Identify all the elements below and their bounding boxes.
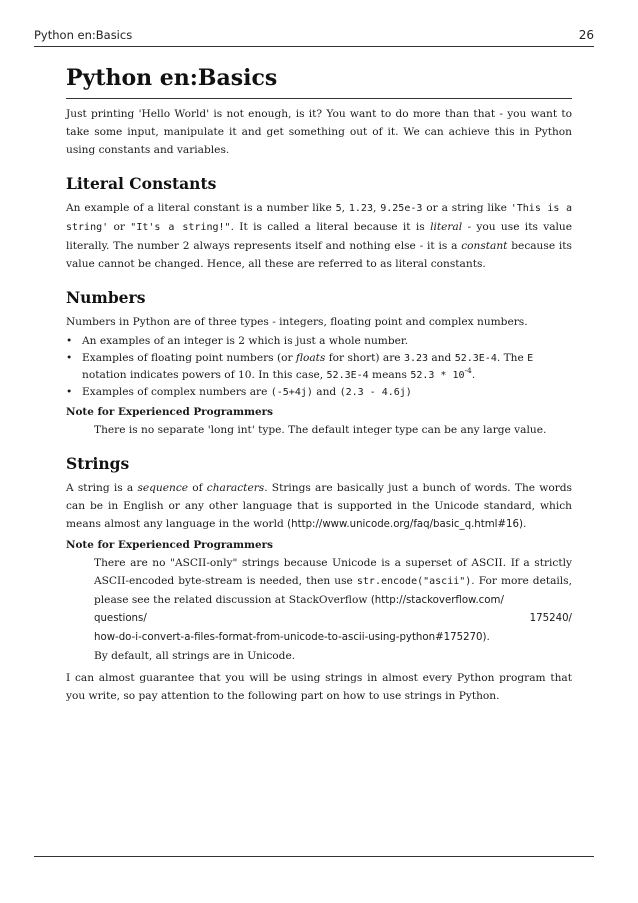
intro-paragraph: Just printing 'Hello World' is not enough, is it? You want to do more than that - you want to take some input, manipulate it and get something out of it. We can achieve this in Python using constants and variables. <box>66 108 572 156</box>
stackoverflow-link[interactable]: (http://stackoverflow.com/ <box>370 595 504 606</box>
bullet-icon: • <box>66 352 73 364</box>
strings-note <box>66 554 572 665</box>
literal-constants-paragraph: An example of a literal constant is a number like 5, 1.23, 9.25e-3 or a string like 'This is a string' or "It's a string!". It is called a literal because it is literal - you use its value literally. The number 2 always represents itself and nothing else - it is a constant because its value cannot be changed. Hence, all these are referred to as literal constants. <box>66 202 573 270</box>
running-header-title: Python en:Basics <box>34 28 133 42</box>
list-item: • Examples of complex numbers are (-5+4j) and (2.3 - 4.6j) <box>66 384 572 401</box>
stackoverflow-link-end: how-do-i-convert-a-files-format-from-unicode-to-ascii-using-python#175270). <box>94 631 490 643</box>
unicode-link[interactable]: (http://www.unicode.org/faq/basic_q.html#16) <box>287 519 523 530</box>
list-item: • Examples of floating point numbers (or floats for short) are 3.23 and 52.3E-4. The E notation indicates powers of 10. In this case, 52.3E-4 means $52.3 * 10^{-4}$. <box>66 352 534 381</box>
section-heading-strings: Strings <box>66 454 130 473</box>
note-text: There is no separate 'long int' type. The default integer type can be any large value. <box>94 424 547 436</box>
strings-paragraph: A string is a sequence of characters. Strings are basically just a bunch of words. The words can be in English or any other language that is supported in the Unicode standard, which means almost any language in the world (http://www.unicode.org/faq/basic_q.html#16). <box>66 482 572 530</box>
header-rule <box>34 46 594 47</box>
note-text-default-unicode: By default, all strings are in Unicode. <box>94 650 296 662</box>
numbers-intro: Numbers in Python are of three types - integers, floating point and complex numbers. <box>66 316 528 328</box>
numbers-list <box>66 333 572 401</box>
footer-rule <box>34 856 594 857</box>
note-title: Note for Experienced Programmers <box>66 406 273 418</box>
title-rule <box>66 98 572 99</box>
strings-closing-paragraph: I can almost guarantee that you will be using strings in almost every Python program that you write, so pay attention to the following part on how to use strings in Python. <box>66 672 572 702</box>
page-title: Python en:Basics <box>66 65 278 91</box>
note-title: Note for Experienced Programmers <box>66 539 273 551</box>
page-body <box>66 58 572 705</box>
bullet-icon: • <box>66 386 73 398</box>
stackoverflow-link-line[interactable]: questions/ 175240/ <box>94 613 572 624</box>
list-item: • An examples of an integer is 2 which is just a whole number. <box>66 333 572 350</box>
section-heading-numbers: Numbers <box>66 288 146 307</box>
bullet-icon: • <box>66 335 73 347</box>
page-number: 26 <box>578 28 594 42</box>
note-text: There are no "ASCII-only" strings because Unicode is a superset of ASCII. If a strictly ASCII-encoded byte-stream is needed, then use str.encode("ascii"). For more details, please see the related discussion at StackOverflow (http://stackoverflow.com/ <box>94 557 572 606</box>
section-heading-literal-constants: Literal Constants <box>66 174 217 193</box>
running-header <box>34 28 594 46</box>
